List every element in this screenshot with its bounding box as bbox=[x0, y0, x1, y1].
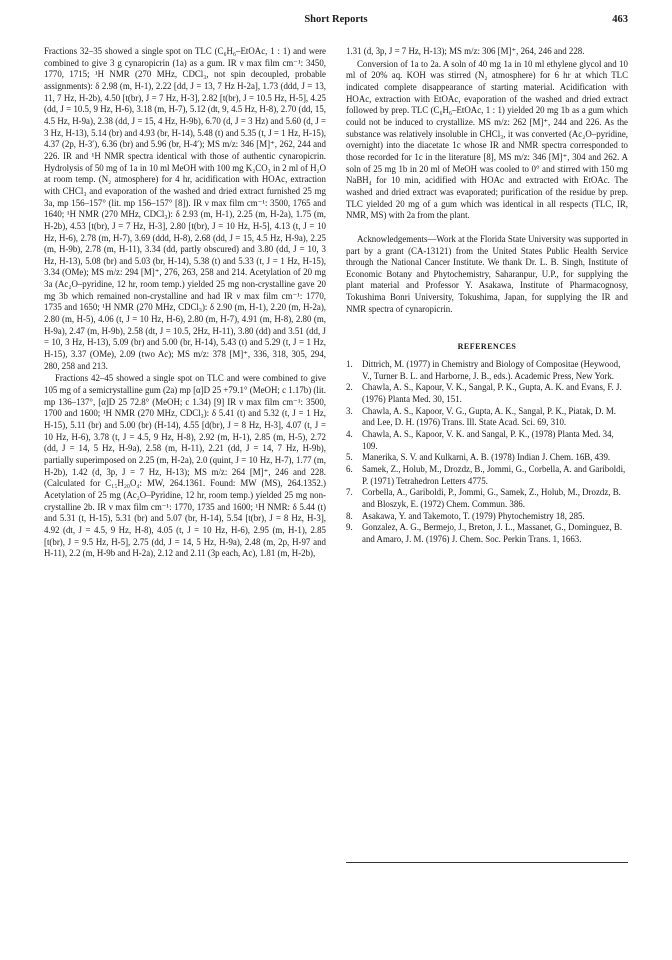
references-list bbox=[346, 359, 628, 546]
end-rule bbox=[346, 862, 628, 863]
reference-item bbox=[346, 464, 628, 487]
body-paragraph-experimental-2: Fractions 42–45 showed a single spot on TLC and were combined to give 105 mg of a semicrystalline gum (2a) mp [α]D 25 +79.1° (MeOH; c 1.17b) (lit. mp 136–137°, [α]D 25 72.8° (MeOH; c 1.34) [9] IR ν max film cm⁻¹: 3500, 1700 and 1600; ¹H NMR (270 MHz, CDCl₃): δ 5.41 (t) and 5.32 (t, J = 1 Hz, H-15), 5.11 (br) and 5.00 (br) (H-14), 4.55 [d(br), J = 8 Hz, H-3], 4.07 (t, J = 10 Hz, H-6), 3.78 (t, J = 4.5, 9 Hz, H-8), 2.92 (m, H-1), 2.85 (m, H-5), 2.72 (dd, J = 14, 5 Hz, H-9a), 2.58 (m, H-11), 2.21 (dd, J = 14, 7 Hz, H-9b), partially superimposed on 2.25 (m, H-2a), 2.0 (quint, J = 10 Hz, H-7), 1.77 (m, H-2b), 1.42 (d, 3p, J = 7 Hz, H-13); MS m/z: 264 [M]⁺, 246 and 228. (Calculated for C₁₅H₂₀O₄: MW, 264.1361. Found: MW (MS), 264.1352.) Acetylation of 25 mg (Ac₂O–Pyridine, 12 hr, room temp.) yielded 25 mg non-crystalline 2b. IR ν max film cm⁻¹: 1770, 1735 and 1600; ¹H NMR: δ 5.44 (t) and 5.31 (t, H-15), 5.31 (br) and 5.07 (br, H-14), 5.54 [t(br), J = 8 Hz, H-3], 4.92 (dt, J = 4.5, 9 Hz, H-8), 4.05 (t, J = 10 Hz, H-6), 2.95 (m, H-1), 2.85 [t(br), J = 9.5 Hz, H-5], 2.75 (dd, J = 14, 5 Hz, H-9a), 2.48 (m, 2p, H-97 and H-11), 2.2 (m, H-9b and H-2a), 2.12 and 2.11 (3p each, Ac), 1.81 (m, H-2b), bbox=[44, 373, 326, 559]
body-paragraph-conversion: Conversion of 1a to 2a. A soln of 40 mg 1a in 10 ml ethylene glycol and 10 ml of 20% aq. KOH was stirred (N₂ atmosphere) for 6 hr at which TLC indicated complete disappearance of starting material. Acidification with HOAc, extraction with EtOAc, evaporation of the washed and dried extract followed by prep. TLC (C₆H₆–EtOAc, 1 : 1) yielded 20 mg 1b as a gum which could not be induced to crystallize. MS m/z: 262 [M]⁺, 244 and 226. As the substance was relatively insoluble in CHCl₃, it was converted (Ac₂O–pyridine, overnight) into the diacetate 1c whose IR and NMR spectra corresponded to those recorded for 1c in the literature [8], MS m/z: 346 [M]⁺, 304 and 262. A soln of 25 mg 1b in 20 ml of MeOH was cooled to 0° and stirred with 150 mg NaBH₄ for 10 min, acidified with HOAc and extracted with EtOAc. The washed and dried extract was evaporated; purification of the residue by prep. TLC yielded 20 mg of a gum which was identical in all respects (TLC, IR, NMR, MS) with 2a from the plant. bbox=[346, 58, 628, 221]
reference-number: 9. bbox=[346, 522, 353, 533]
reference-item bbox=[346, 429, 628, 452]
reference-number: 6. bbox=[346, 464, 353, 474]
reference-item bbox=[346, 487, 628, 510]
reference-text: Asakawa, Y. and Takemoto, T. (1979) Phytochemistry 18, 285. bbox=[362, 510, 585, 521]
reference-item bbox=[346, 382, 628, 405]
reference-item bbox=[346, 406, 628, 429]
reference-item bbox=[346, 452, 628, 464]
reference-text: Chawla, A. S., Kapour, V. K., Sangal, P. K., Gupta, A. K. and Evans, F. J. (1976) Planta Med. 30, 151. bbox=[362, 382, 622, 405]
running-header bbox=[44, 14, 628, 30]
reference-number: 7. bbox=[346, 487, 353, 498]
acknowledgements-paragraph: Acknowledgements—Work at the Florida State University was supported in part by a grant (CA-13121) from the United States Public Health Service through the National Cancer Institute. We thank Dr. L. B. Singh, Institute of Economic Botany and Phytochemistry, Saharanpur, U.P., for supplying the plant material and Professor Y. Asakawa, Institute of Pharmacognosy, Tokushima Bonri University, Tokushima, Japan, for supplying the IR and NMR spectra of cynaropicrin. bbox=[346, 233, 628, 314]
reference-number: 3. bbox=[346, 405, 353, 416]
reference-number: 8. bbox=[346, 510, 353, 521]
reference-text: Samek, Z., Holub, M., Drozdz, B., Jommi, G., Corbella, A. and Gariboldi, P. (1971) Tetrahedron Letters 4775. bbox=[362, 464, 626, 486]
reference-text: Dittrich, M. (1977) in Chemistry and Biology of Compositae (Heywood, V., Turner B. L. and Harborne, J. B., eds.). Academic Press, New York. bbox=[362, 359, 621, 381]
reference-text: Gonzalez, A. G., Bermejo, J., Breton, J. L., Massanet, G., Dominguez, B. and Amaro, J. M. (1976) J. Chem. Soc. Perkin Trans. 1, 1663. bbox=[362, 522, 623, 544]
reference-item bbox=[346, 511, 628, 523]
page-number: 463 bbox=[612, 14, 628, 25]
reference-item bbox=[346, 522, 628, 545]
reference-text: Manerika, S. V. and Kulkarni, A. B. (1978) Indian J. Chem. 16B, 439. bbox=[362, 452, 611, 463]
reference-text: Chawla, A. S., Kapoor, V. G., Gupta, A. K., Sangal, P. K., Piatak, D. M. and Lee, D. H. (1976) Trans. Ill. State Acad. Sci. 69, 310. bbox=[362, 405, 616, 428]
running-title: Short Reports bbox=[304, 14, 368, 25]
reference-number: 5. bbox=[346, 452, 353, 463]
left-column bbox=[44, 46, 326, 560]
body-paragraph-experimental-1: Fractions 32–35 showed a single spot on TLC (C₆H₆–EtOAc, 1 : 1) and were combined to give 3 g cynaropicrin (1a) as a gum. IR ν max film cm⁻¹: 3450, 1770, 1715; ¹H NMR (270 MHz, CDCl₃, not spin decoupled, probable assignments): δ 2.98 (m, H-1), 2.22 [dd, J = 13, 7 Hz H-2a], 1.73 (ddd, J = 13, 11, 7 Hz, H-2b), 4.50 [t(br), J = 7 Hz, H-3], 2.82 [t(br), J = 10.5 Hz, H-5], 4.25 (dd, J = 10.5, 9 Hz, H-6), 3.18 (m, H-7), 5.12 (dt, 9, 4.5 Hz, H-8), 2.70 (dd, 15, 4.5 Hz, H-9a), 2.38 (dd, J = 15, 4 Hz, H-9b), 6.70 (d, J = 3 Hz) and 5.60 (d, J = 3 Hz, H-13), 5.14 (br) and 4.93 (br, H-14), 5.48 (t) and 5.35 (t, J = 1 Hz, H-15), 4.37 (2p, H-3′), 6.36 (br) and 5.96 (br, H-4′); MS m/z: 346 [M]⁺, 262, 244 and 226. IR and ¹H NMR spectra identical with those of authentic cynaropicrin. Hydrolysis of 50 mg of 1a in 10 ml MeOH with 100 mg K₂CO₃ in 2 ml of H₂O at room temp. (N₂ atmosphere) for 4 hr, acidification with HOAc, extraction with CHCl₃ and evaporation of the washed and dried extract furnished 25 mg 3a, mp 156–157° (lit. mp 156–157° [8]). IR ν max film cm⁻¹: 3500, 1765 and 1640; ¹H NMR (270 MHz, CDCl₃): δ 2.93 (m, H-1), 2.25 (m, H-2a), 1.75 (m, H-2b), 4.53 [t(br), J = 7 Hz, H-3], 2.80 [t(br), J = 10 Hz, H-5], 4.13 (t, J = 10 Hz, H-6), 2.78 (m, H-7), 3.69 (ddd, H-8), 2.68 (dd, J = 15, 4.5 Hz, H-9a), 2.25 (m, H-9b), 2.78 (m, H-11), 3.34 (dd, partly obscured) and 3.80 (dd, J = 10, 3 Hz, H-13), 5.08 (br) and 5.03 (br, H-14), 5.38 (t) and 5.33 (t, J = 1 Hz, H-15), 3.34 (OMe); MS m/z: 294 [M]⁺, 276, 263, 258 and 214. Acetylation of 20 mg 3a (Ac₂O–pyridine, 12 hr, room temp.) yielded 25 mg non-crystalline gave 20 mg 3b which remained non-crystalline and had IR ν max film cm⁻¹: 1770, 1735 and 1650; ¹H NMR (270 MHz, CDCl₃): δ 2.90 (m, H-1), 2.20 (m, H-2a), 2.80 (m, H-5), 4.06 (t, J = 10 Hz, H-6), 2.80 (m, H-7), 4.91 (m, H-8), 2.80 (m, H-9a), 2.47 (m, H-9b), 2.58 (dt, J = 10.5, 2Hz, H-11), 3.80 (dd) and 3.51 (dd, J = 10, 3 Hz, H-13), 5.09 (br) and 5.00 (br, H-14), 5.43 (t) and 5.29 (t, J = 1 Hz, H-15), 3.37 (OMe), 2.09 (two Ac); MS m/z: 378 [M]⁺, 336, 318, 305, 294, 280, 258 and 213. bbox=[44, 46, 326, 371]
reference-text: Chawla, A. S., Kapoor, V. K. and Sangal, P. K., (1978) Planta Med. 34, 109. bbox=[362, 429, 614, 451]
reference-item bbox=[346, 359, 628, 382]
reference-number: 4. bbox=[346, 429, 353, 440]
reference-text: Corbella, A., Gariboldi, P., Jommi, G., Samek, Z., Holub, M., Drozdz, B. and Bloszyk, E. (1972) Chem. Commun. 386. bbox=[362, 487, 621, 509]
body-paragraph-continued: 1.31 (d, 3p, J = 7 Hz, H-13); MS m/z: 306 [M]⁺, 264, 246 and 228. bbox=[346, 46, 585, 56]
reference-number: 1. bbox=[346, 359, 353, 370]
right-column bbox=[346, 46, 628, 546]
references-heading: REFERENCES bbox=[457, 342, 517, 352]
reference-number: 2. bbox=[346, 382, 353, 393]
